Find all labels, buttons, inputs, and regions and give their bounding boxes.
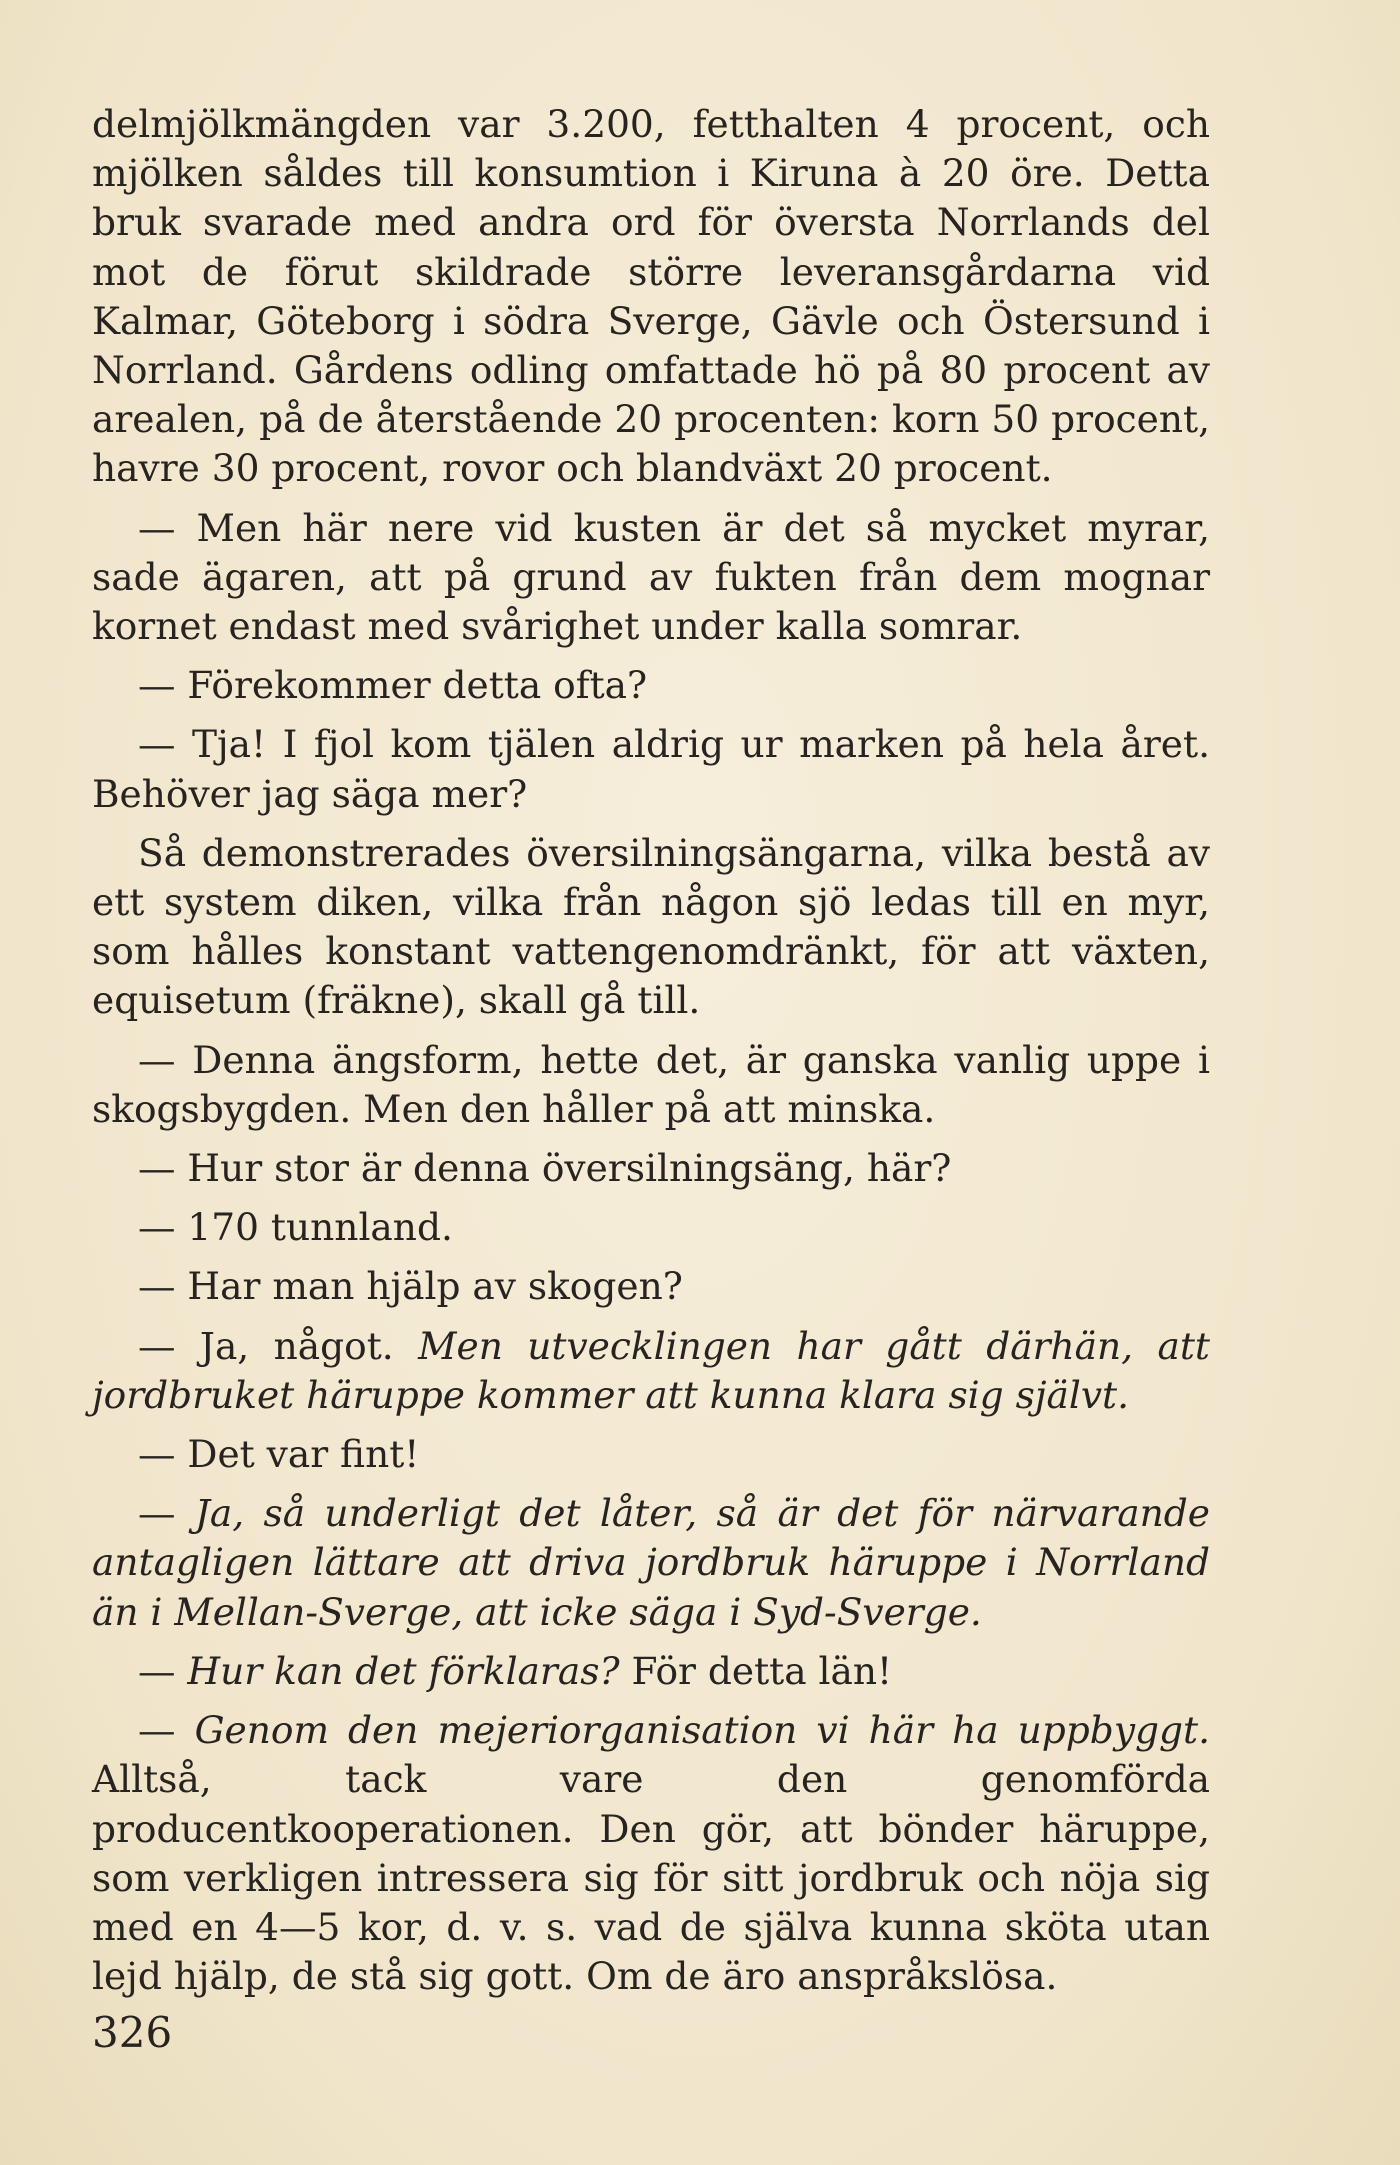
text-segment: — Denna ängsform, hette det, är ganska vanlig uppe i skogsbygden. Men den håller på att minska. xyxy=(92,1037,1210,1131)
paragraph-dialogue xyxy=(92,1647,1210,1696)
italic-text-segment: Genom den mejeriorganisation vi här ha uppbyggt. xyxy=(194,1708,1211,1753)
text-segment: — Men här nere vid kusten är det så mycket myrar, sade ägaren, att på grund av fukten från dem mognar kornet endast med svårighet under kalla somrar. xyxy=(92,505,1210,649)
text-segment: delmjölkmängden var 3.200, fetthalten 4 procent, och mjölken såldes till konsumtion i Kiruna à 20 öre. Detta bruk svarade med andra ord för översta Norrlands del mot de förut skildrade större leveransgårdarna vid Kalmar, Göteborg i södra Sverge, Gävle och Östersund i Norrland. Gårdens odling omfattade hö på 80 procent av arealen, på de återstående 20 procenten: korn 50 procent, havre 30 procent, rovor och blandväxt 20 procent. xyxy=(92,102,1210,491)
paragraph-dialogue xyxy=(92,1489,1210,1637)
text-segment: — Hur stor är denna översilningsäng, här? xyxy=(138,1146,952,1191)
paragraph-dialogue xyxy=(92,661,1210,710)
body-text xyxy=(92,100,1210,2011)
italic-text-segment: Men utvecklingen har gått därhän, att jordbruket häruppe kommer att kunna klara sig självt. xyxy=(92,1323,1210,1417)
italic-text-segment: Ja, så underligt det låter, så är det för närvarande antagligen lättare att driva jordbruk häruppe i Norrland än i Mellan-Sverge, att icke säga i Syd-Sverge. xyxy=(92,1491,1211,1634)
text-segment: — Ja, något. xyxy=(138,1323,419,1368)
text-segment: — Tja! I fjol kom tjälen aldrig ur marken på hela året. Behöver jag säga mer? xyxy=(92,722,1210,816)
paragraph-dialogue xyxy=(92,1706,1210,2001)
text-segment: — 170 tunnland. xyxy=(138,1205,453,1250)
text-segment: — xyxy=(138,1708,195,1753)
paragraph-dialogue xyxy=(92,1203,1210,1252)
text-segment: — Det var fint! xyxy=(138,1432,420,1477)
text-segment: — xyxy=(138,1491,195,1536)
paragraph-dialogue xyxy=(92,720,1210,818)
text-segment: — xyxy=(138,1648,188,1693)
paragraph-dialogue xyxy=(92,504,1210,652)
text-segment: För detta län! xyxy=(619,1648,893,1693)
text-segment: Så demonstrerades översilningsängarna, vilka bestå av ett system diken, vilka från någon sjö ledas till en myr, som hålles konstant vattengenomdränkt, för att växten, equisetum (fräkne), skall gå till. xyxy=(92,830,1210,1023)
text-segment: — Har man hjälp av skogen? xyxy=(138,1264,683,1309)
paragraph-dairy-facts xyxy=(92,100,1210,494)
paragraph-dialogue xyxy=(92,1322,1210,1420)
paragraph-dialogue xyxy=(92,1144,1210,1193)
text-segment: Alltså, tack vare den genomförda producentkooperationen. Den gör, att bönder häruppe, som verkligen intressera sig för sitt jordbruk och nöja sig med en 4—5 kor, d. v. s. vad de själva kunna sköta utan lejd hjälp, de stå sig gott. Om de äro anspråkslösa. xyxy=(92,1757,1210,1999)
page-number: 326 xyxy=(92,2008,173,2057)
paragraph-narrative xyxy=(92,829,1210,1026)
paragraph-dialogue xyxy=(92,1262,1210,1311)
paragraph-dialogue xyxy=(92,1036,1210,1134)
paragraph-dialogue xyxy=(92,1430,1210,1479)
italic-text-segment: Hur kan det förklaras? xyxy=(187,1648,620,1693)
text-segment: — Förekommer detta ofta? xyxy=(138,663,648,708)
